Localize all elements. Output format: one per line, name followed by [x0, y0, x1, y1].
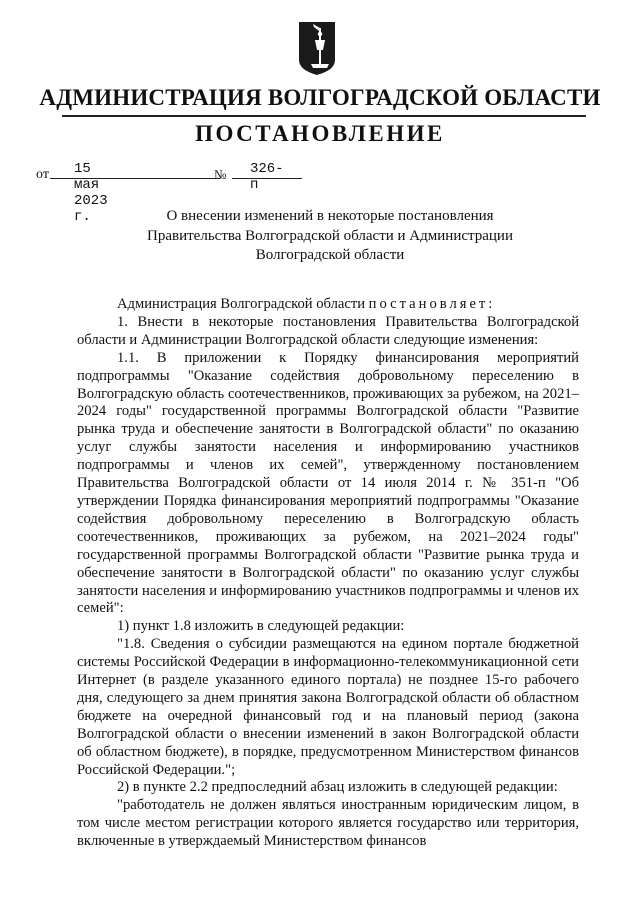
preamble-paragraph — [77, 296, 579, 314]
subject-line: Правительства Волгоградской области и Администрации — [147, 227, 513, 244]
coat-of-arms-icon — [297, 20, 337, 76]
document-body — [77, 296, 579, 851]
paragraph-quote-1-8: "1.8. Сведения о субсидии размещаются на едином портале бюджетной системы Российской Федерации в информационно-телекоммуникационной сети Интернет (в разделе указанного единого портала) не позднее 15-го рабочего дня, следующего за днем принятия закона Волгоградской области об областном бюджете на очередной финансовый год и на плановый период (закона Волгоградской области о внесении изменений в закон Волгоградской области об областном бюджете), в порядке, предусмотренном Министерством финансов Российской Федерации."; — [77, 636, 579, 778]
resolves-word: постановляет: — [368, 296, 496, 312]
paragraph-subitem-1: 1) пункт 1.8 изложить в следующей редакции: — [117, 618, 405, 635]
paragraph-item-1-1: 1.1. В приложении к Порядку финансирования мероприятий подпрограммы "Оказание содействия добровольному переселению в Волгоградскую область соотечественников, проживающих за рубежом, на 2021–2024 годы" государственной программы Волгоградской области "Развитие рынка труда и обеспечение занятости в Волгоградской области" по оказанию услуг службы занятости населения и информированию участников подпрограммы и членов их семей", утвержденному постановлением Правительства Волгоградской области от 14 июля 2014 г. № 351-п "Об утверждении Порядка финансирования мероприятий подпрограммы "Оказание содействия добровольному переселению в Волгоградскую область соотечественников, проживающих за рубежом, на 2021–2024 годы" государственной программы Волгоградской области "Развитие рынка труда и обеспечение занятости в Волгоградской области" по оказанию услуг службы занятости населения и информированию участников подпрограммы и членов их семей": — [77, 349, 579, 617]
number-underline — [232, 178, 302, 179]
subject-line: Волгоградской области — [255, 247, 405, 263]
date-label: от — [36, 167, 49, 182]
paragraph-subitem-2: 2) в пункте 2.2 предпоследний абзац изложить в следующей редакции: — [117, 779, 558, 796]
date-underline — [50, 178, 220, 179]
paragraph-item-1: 1. Внести в некоторые постановления Правительства Волгоградской области и Администрации Волгоградской области следующие изменения: — [77, 313, 579, 348]
header-rule — [62, 115, 586, 117]
document-date: 15 мая 2023 г. — [74, 161, 108, 225]
paragraph-quote-employer: "работодатель не должен являться иностранным юридическим лицом, в том числе местом регистрации которого является государство или территория, включенные в утверждаемый Министерством финансов — [77, 797, 579, 850]
document-subject — [120, 207, 540, 266]
document-number: 326-п — [250, 161, 284, 193]
number-label: № — [214, 167, 227, 182]
preamble-text: Администрация Волгоградской области — [117, 296, 369, 312]
subject-line: О внесении изменений в некоторые постановления — [166, 208, 494, 224]
organization-title: АДМИНИСТРАЦИЯ ВОЛГОГРАДСКОЙ ОБЛАСТИ — [39, 85, 601, 110]
document-type-title: ПОСТАНОВЛЕНИЕ — [195, 121, 445, 146]
